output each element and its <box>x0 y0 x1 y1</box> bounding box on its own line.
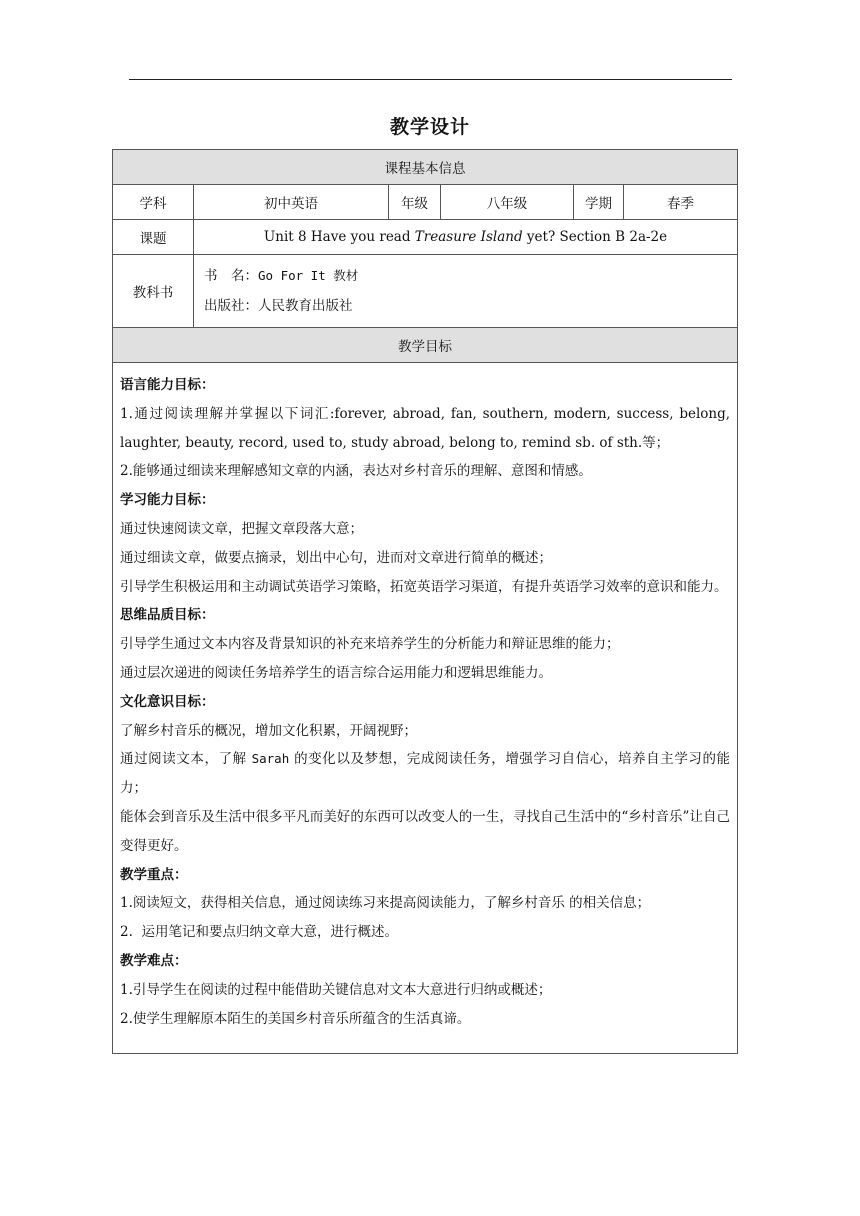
textbook-info <box>194 255 738 328</box>
learning-goal-1: 通过快速阅读文章，把握文章段落大意； <box>120 520 363 537</box>
header-rule <box>129 79 732 80</box>
document-title: 教学设计 <box>389 116 470 138</box>
key-point-1: 1.阅读短文，获得相关信息，通过阅读练习来提高阅读能力，了解乡村音乐 的相关信息； <box>120 895 651 912</box>
publisher-value: 人民教育出版社 <box>258 298 353 314</box>
objectives-body <box>113 363 738 1054</box>
learning-goal-2: 通过细读文章，做要点摘录，划出中心句，进而对文章进行简单的概述； <box>120 549 552 566</box>
culture-goal-2-end: 的变化以及梦想，完成阅读任务，增强学习自信心，培养自主学习的能力； <box>120 751 731 797</box>
subject-value: 初中英语 <box>194 185 389 220</box>
language-goal-2: 2.能够通过细读来理解感知文章的内涵，表达对乡村音乐的理解、意图和情感。 <box>120 463 592 480</box>
language-goal-1: 1.通过阅读理解并掌握以下词汇:forever, abroad, fan, southern, modern, success, belong, laughter, beauty, record, used to, study abroad, belong to, remind sb. of sth.等； <box>120 405 731 451</box>
basic-info-header: 课程基本信息 <box>113 150 738 185</box>
topic-text-start: Unit 8 Have you read <box>263 229 415 245</box>
term-value: 春季 <box>624 185 738 220</box>
difficult-points-heading: 教学难点： <box>120 952 188 969</box>
grade-label: 年级 <box>389 185 441 220</box>
topic-book-title: Treasure Island <box>414 229 523 245</box>
book-name-label: 书 名： <box>204 268 258 284</box>
textbook-label: 教科书 <box>113 255 194 328</box>
key-points-heading: 教学重点： <box>120 866 188 883</box>
thinking-goal-2: 通过层次递进的阅读任务培养学生的语言综合运用能力和逻辑思维能力。 <box>120 664 552 681</box>
topic-text-end: yet? Section B 2a-2e <box>522 229 668 245</box>
culture-goals-heading: 文化意识目标： <box>120 693 215 710</box>
learning-goal-3: 引导学生积极运用和主动调试英语学习策略，拓宽英语学习渠道，有提升英语学习效率的意识和能力。 <box>120 578 728 595</box>
culture-goal-2 <box>120 745 730 803</box>
culture-goal-2-name: Sarah <box>251 751 290 767</box>
publisher-label: 出版社： <box>204 298 258 314</box>
thinking-goals-heading: 思维品质目标： <box>120 607 215 624</box>
culture-goal-1: 了解乡村音乐的概况，增加文化积累，开阔视野； <box>120 722 417 739</box>
lesson-plan-table <box>112 149 738 1054</box>
key-point-2: 2. 运用笔记和要点归纳文章大意，进行概述。 <box>120 924 398 941</box>
term-label: 学期 <box>574 185 624 220</box>
culture-goal-3: 能体会到音乐及生活中很多平凡而美好的东西可以改变人的一生，寻找自己生活中的“乡村音乐”让自己变得更好。 <box>120 808 731 854</box>
topic-value <box>194 220 738 255</box>
culture-goal-2-start: 通过阅读文本，了解 <box>120 751 252 768</box>
language-goals-heading: 语言能力目标： <box>120 377 215 393</box>
grade-value: 八年级 <box>441 185 574 220</box>
difficult-point-1: 1.引导学生在阅读的过程中能借助关键信息对文本大意进行归纳或概述； <box>120 981 552 998</box>
topic-label: 课题 <box>113 220 194 255</box>
learning-goals-heading: 学习能力目标： <box>120 492 215 509</box>
book-name-value: Go For It 教材 <box>258 268 359 283</box>
difficult-point-2: 2.使学生理解原本陌生的美国乡村音乐所蕴含的生活真谛。 <box>120 1010 471 1027</box>
thinking-goal-1: 引导学生通过文本内容及背景知识的补充来培养学生的分析能力和辩证思维的能力； <box>120 636 620 653</box>
subject-label: 学科 <box>113 185 194 220</box>
objectives-header: 教学目标 <box>113 328 738 363</box>
